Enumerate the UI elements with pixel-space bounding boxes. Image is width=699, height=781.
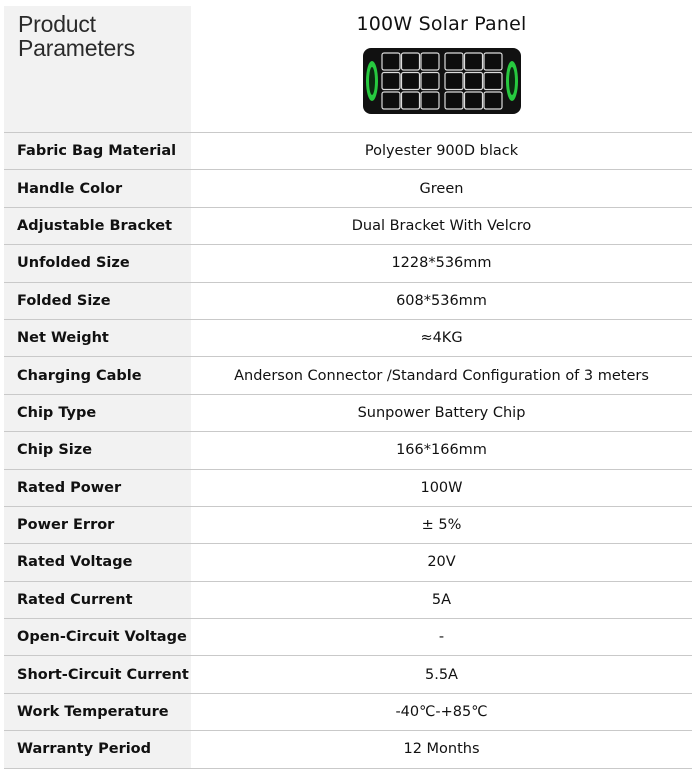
spec-value: Green [419, 180, 464, 197]
spec-label: Fabric Bag Material [4, 133, 191, 169]
spec-row [4, 395, 692, 432]
spec-row [4, 208, 692, 245]
spec-row [4, 470, 692, 507]
table-header [4, 6, 692, 133]
spec-row [4, 133, 692, 170]
spec-label: Power Error [4, 507, 191, 543]
spec-value: 100W [420, 479, 463, 496]
spec-label: Charging Cable [4, 357, 191, 393]
spec-row [4, 731, 692, 768]
spec-value: 608*536mm [396, 292, 487, 309]
spec-label: Work Temperature [4, 694, 191, 730]
spec-value: 5A [431, 591, 452, 608]
spec-rows [4, 133, 692, 769]
spec-label: Warranty Period [4, 731, 191, 767]
spec-value: 20V [427, 554, 456, 571]
foldable-solar-panel-icon [362, 47, 522, 115]
spec-row [4, 357, 692, 394]
spec-row [4, 283, 692, 320]
product-cell [191, 6, 692, 132]
spec-value: 12 Months [403, 741, 480, 758]
spec-label: Folded Size [4, 283, 191, 319]
spec-label: Handle Color [4, 170, 191, 206]
product-parameters-table [4, 6, 692, 769]
spec-value: 5.5A [425, 666, 458, 683]
spec-row [4, 245, 692, 282]
spec-label: Open-Circuit Voltage [4, 619, 191, 655]
spec-row [4, 656, 692, 693]
spec-value: Sunpower Battery Chip [357, 404, 526, 421]
spec-value: - [438, 629, 445, 646]
spec-label: Net Weight [4, 320, 191, 356]
spec-value: Polyester 900D black [364, 143, 519, 160]
product-name: 100W Solar Panel [356, 13, 527, 35]
spec-value: Anderson Connector /Standard Configuration of 3 meters [234, 367, 649, 384]
spec-row [4, 170, 692, 207]
spec-row [4, 694, 692, 731]
spec-value: Dual Bracket With Velcro [351, 217, 532, 234]
spec-row [4, 320, 692, 357]
spec-value: 166*166mm [396, 442, 487, 459]
spec-label: Unfolded Size [4, 245, 191, 281]
spec-label: Chip Type [4, 395, 191, 431]
table-title: Product Parameters [18, 11, 135, 61]
spec-row [4, 544, 692, 581]
header-title-cell [4, 6, 191, 132]
spec-label: Rated Voltage [4, 544, 191, 580]
spec-label: Chip Size [4, 432, 191, 468]
spec-label: Rated Current [4, 582, 191, 618]
spec-value: -40℃-+85℃ [395, 704, 488, 721]
spec-label: Adjustable Bracket [4, 208, 191, 244]
spec-label: Rated Power [4, 470, 191, 506]
spec-row [4, 507, 692, 544]
spec-row [4, 432, 692, 469]
spec-value: 1228*536mm [391, 255, 492, 272]
spec-value: ≈4KG [420, 330, 463, 347]
spec-row [4, 582, 692, 619]
spec-value: ± 5% [421, 517, 462, 534]
spec-row [4, 619, 692, 656]
spec-label: Short-Circuit Current [4, 656, 191, 692]
